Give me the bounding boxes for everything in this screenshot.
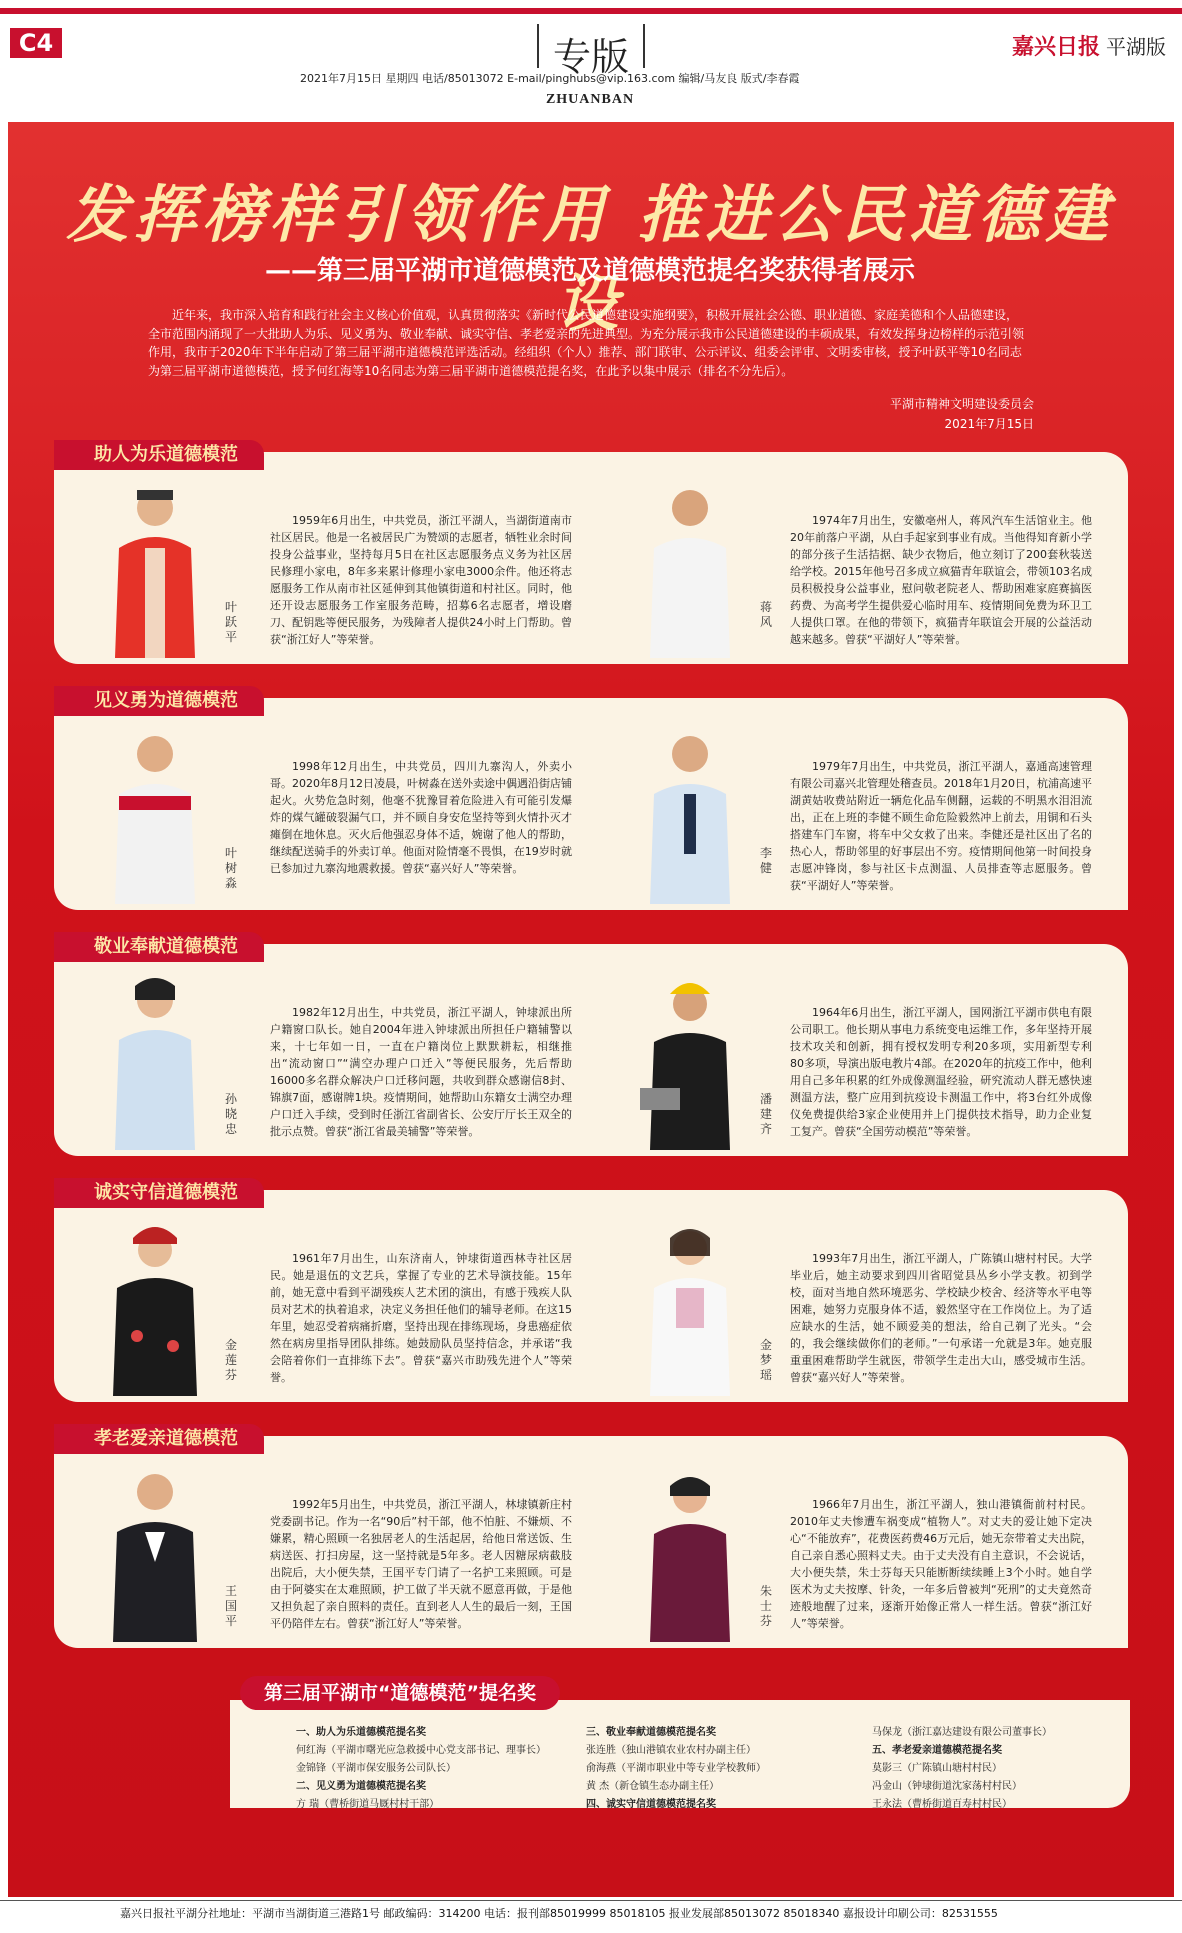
person-bio: 1979年7月出生，中共党员，浙江平湖人，嘉通高速管理有限公司嘉兴北管理处稽查员。2018年1月20日，杭浦高速平湖黄姑收费站附近一辆危化品车侧翻，运载的不明黑水泪泪流出，正在上班的李健不顾生命危险毅然冲上前去，用铜和石头搭建车门车窗，将车中父女救了出来。李健还是社区出了名的热心人，帮助邻里的好事层出不穷。疫情期间他第一时间投身志愿冲锋岗，参与社区卡点测温、人员排查等志愿服务。曾获“平湖好人”等荣誉。	[790, 760, 1092, 892]
section-label: 专版	[552, 35, 629, 79]
portrait-photo	[105, 478, 205, 658]
nominee-column	[872, 1724, 1052, 1814]
nominee-entry: 张连胜（独山港镇农业农村办副主任）	[586, 1745, 756, 1756]
person-name: 金莲芬	[224, 1338, 237, 1382]
subheadline: ——第三届平湖市道德模范及道德模范提名奖获得者展示	[264, 256, 915, 286]
person-bio: 1959年6月出生，中共党员，浙江平湖人，当湖街道南市社区居民。他是一名被居民广为赞颂的志愿者，牺牲业余时间投身公益事业，坚持每月5日在社区志愿服务点义务为社区居民修理小家电，8年多来累计修理小家电3000余件。他还将志愿服务工作从南市社区延伸到其他镇街道和村社区。同时，他还开设志愿服务工作室服务范畴，招募6名志愿者，增设磨刀、配钥匙等便民服务，为残障者人提供24小时上门帮助。曾获“浙江好人”等荣誉。	[270, 514, 572, 646]
portrait-photo	[640, 970, 740, 1150]
portrait-photo	[105, 1462, 205, 1642]
person-bio: 1964年6月出生，浙江平湖人，国网浙江平湖市供电有限公司职工。他长期从事电力系统变电运维工作，多年坚持开展技术攻关和创新，拥有授权发明专利20多项，实用新型专利80多项，导演出版电教片4部。在2020年的抗疫工作中，他利用自己多年积累的红外成像测温经验，研究流动人群无感快速测温方法，整广应用到抗疫设卡测温工作中，将3台红外成像仪免费提供给3家企业使用并上门提供技术指导，助力企业复工复产。曾获“全国劳动模范”等荣誉。	[790, 1006, 1092, 1138]
portrait-photo	[105, 724, 205, 904]
nominee-entry: 冯金山（钟埭街道沈家荡村村民）	[872, 1781, 1022, 1792]
person-bio: 1961年7月出生，山东济南人，钟埭街道西林寺社区居民。她是退伍的文艺兵，掌握了专业的艺术导演技能。15年前，她无意中看到平湖残疾人艺术团的演出，有感于残疾人队员对艺术的执着追求，决定义务担任他们的辅导老师。在这15年里，她忍受着病痛折磨，坚持出现在排练现场，身患癌症依然在病房里指导团队排练。她鼓励队员坚持信念，并承诺“我会陪着你们一直排练下去”。曾获“嘉兴市助残先进个人”等荣誉。	[270, 1252, 572, 1384]
nominee-column	[296, 1724, 546, 1814]
section-label-en: ZHUANBAN	[545, 92, 635, 107]
masthead	[1012, 30, 1166, 61]
category-title: 见义勇为道德模范	[54, 686, 264, 716]
person-name: 叶跃平	[224, 600, 237, 644]
portrait-photo	[105, 1216, 205, 1396]
category-title: 敬业奉献道德模范	[54, 932, 264, 962]
portrait-photo	[640, 724, 740, 904]
signature-org: 平湖市精神文明建设委员会	[889, 397, 1034, 411]
nominee-heading: 四、诚实守信道德模范提名奖	[586, 1799, 716, 1810]
portrait-photo	[640, 1216, 740, 1396]
nominee-heading: 二、见义勇为道德模范提名奖	[296, 1781, 426, 1792]
person-name: 李健	[759, 846, 772, 875]
person-bio: 1993年7月出生，浙江平湖人，广陈镇山塘村村民。大学毕业后，她主动要求到四川省昭觉县丛乡小学支教。初到学校，面对当地自然环境恶劣、学校缺少校舍、经济等水平电等困难，她努力克服身体不适，毅然坚守在工作岗位上。为了适应缺水的生活，她不顾爱美的想法，给自己剃了光头。“会的，我会继续做你们的老师。”一句承诺一允就是3年。她克服重重困难帮助学生就医，带领学生走出大山，感受城市生活。曾获“嘉兴好人”等荣誉。	[790, 1252, 1092, 1384]
nominee-entry: 金锦锋（平湖市保安服务公司队长）	[296, 1763, 456, 1774]
nominee-column	[586, 1724, 766, 1814]
paper-name: 嘉兴日报	[1011, 34, 1100, 60]
nominee-entry: 何红海（平湖市曙光应急救援中心党支部书记、理事长）	[296, 1745, 546, 1756]
person-name: 蒋风	[759, 600, 772, 629]
person-bio: 1966年7月出生，浙江平湖人，独山港镇衙前村村民。2010年丈夫惨遭车祸变成“植物人”。对丈夫的爱让她下定决心“不能放弃”，花费医药费46万元后，她无奈带着丈夫出院，自己亲自悉心照料丈夫。由于丈夫没有自主意识，不会说话，大小便失禁，朱士芬每天只能断断续续睡上3个小时。她自学医术为丈夫按摩、针灸，一年多后曾被判“死刑”的丈夫竟然奇迹般地醒了过来，逐渐开始像正常人一样生活。曾获“浙江好人”等荣誉。	[790, 1498, 1092, 1630]
person-bio: 1982年12月出生，中共党员，浙江平湖人，钟埭派出所户籍窗口队长。她自2004年进入钟埭派出所担任户籍辅警以来，十七年如一日，一直在户籍岗位上默默耕耘，相继推出“流动窗口”“满空办理户口迁入”等便民服务，先后帮助16000多名群众解决户口迁移问题，共收到群众感谢信8封、锦旗7面，感谢牌1块。疫情期间，她帮助山东籍女士满空办理户口迁入手续，受到时任浙江省副省长、公安厅厅长王双全的批示点赞。曾获“浙江省最美辅警”等荣誉。	[270, 1006, 572, 1138]
nominee-heading: 一、助人为乐道德模范提名奖	[296, 1727, 426, 1738]
person-bio: 1992年5月出生，中共党员，浙江平湖人，林埭镇新庄村党委副书记。作为一名“90后”村干部，他不怕脏、不嫌烦、不嫌累，精心照顾一名独居老人的生活起居，给他日常送饭、生病送医、打扫房屋，这一坚持就是5年多。老人因糖尿病截肢出院后，大小便失禁，王国平专门请了一名护工来照顾。可是由于阿婆实在太难照顾，护工做了半天就不愿意再做，于是他又担负起了亲自照料的责任。直到老人人生的最后一刻，王国平仍陪伴左右。曾获“浙江好人”等荣誉。	[270, 1498, 572, 1630]
person-name: 潘建齐	[759, 1092, 772, 1136]
person-bio: 1974年7月出生，安徽亳州人，蒋风汽车生活馆业主。他20年前落户平湖，从白手起家到事业有成。当他得知育新小学的部分孩子生活拮据、缺少衣物后，他立刻订了200套秋装送给学校。2015年他号召多成立疯猫青年联谊会，带领103名成员积极投身公益事业，慰问敬老院老人、帮助困难家庭赛搞医药费、为高考学生提供爱心临时用车、疫情期间免费为环卫工人提供口罩。在他的带领下，疯猫青年联谊会开展的公益活动越来越多。曾获“平湖好人”等荣誉。	[790, 514, 1092, 646]
page-number: C4	[10, 28, 62, 58]
portrait-photo	[640, 1462, 740, 1642]
signature-date: 2021年7月15日	[944, 417, 1034, 431]
person-name: 孙晓忠	[224, 1092, 237, 1136]
person-name: 金梦瑶	[759, 1338, 772, 1382]
headline: 发挥榜样引领作用 推进公民道德建设	[66, 178, 1114, 340]
nominee-entry: 王永法（曹桥街道百寿村村民）	[872, 1799, 1012, 1810]
footer-rule	[0, 1900, 1182, 1901]
nominee-entry: 黄 杰（新仓镇生态办副主任）	[586, 1781, 720, 1792]
person-bio: 1998年12月出生，中共党员，四川九寨沟人，外卖小哥。2020年8月12日凌晨，叶树淼在送外卖途中偶遇沿街店铺起火。火势危急时刻，他毫不犹豫冒着危险进入有可能引发爆炸的煤气罐破裂漏气口，并不顾自身安危坚持等到火情扑灭才瘫倒在地休息。灭火后他强忍身体不适，婉谢了他人的帮助，继续配送骑手的外卖订单。他面对险情毫不畏惧，在19岁时就已参加过九寨沟地震救援。曾获“嘉兴好人”等荣誉。	[270, 760, 572, 875]
person-name: 王国平	[224, 1584, 237, 1628]
category-title: 助人为乐道德模范	[54, 440, 264, 470]
footer: 嘉兴日报社平湖分社地址：平湖市当湖街道三港路1号 邮政编码：314200 电话：报刊部85019999 85018105 报业发展部85013072 85018340 嘉报设计印刷公司：82531555	[120, 1907, 998, 1920]
person-name: 叶树淼	[224, 846, 237, 890]
portrait-photo	[640, 478, 740, 658]
category-title: 孝老爱亲道德模范	[54, 1424, 264, 1454]
header-rule	[0, 8, 1182, 14]
section-label-box	[537, 24, 645, 79]
person-name: 朱士芬	[759, 1584, 772, 1628]
signature	[890, 394, 1034, 434]
intro-paragraph: 近年来，我市深入培育和践行社会主义核心价值观，认真贯彻落实《新时代公民道德建设实施纲要》，积极开展社会公德、职业道德、家庭美德和个人品德建设，全市范围内涌现了一大批助人为乐、见义勇为、敬业奉献、诚实守信、孝老爱亲的先进典型。为充分展示我市公民道德建设的丰硕成果，有效发挥身边榜样的示范引领作用，我市于2020年下半年启动了第三届平湖市道德模范评选活动。经组织（个人）推荐、部门联审、公示评议、组委会评审、文明委审核，授予叶跃平等10名同志为第三届平湖市道德模范，授予何红海等10名同志为第三届平湖市道德模范提名奖，在此予以集中展示（排名不分先后）。	[148, 308, 1025, 378]
portrait-photo	[105, 970, 205, 1150]
nominee-entry: 莫影三（广陈镇山塘村村民）	[872, 1763, 1002, 1774]
category-title: 诚实守信道德模范	[54, 1178, 264, 1208]
dateline: 2021年7月15日 星期四 电话/85013072 E-mail/pinghubs@vip.163.com 编辑/马友良 版式/李春霞	[300, 72, 800, 85]
nominee-heading: 五、孝老爱亲道德模范提名奖	[872, 1745, 1002, 1756]
nominee-entry: 马保龙（浙江嘉达建设有限公司董事长）	[872, 1727, 1052, 1738]
nominee-title: 第三届平湖市“道德模范”提名奖	[240, 1676, 560, 1710]
nominee-entry: 俞海燕（平湖市职业中等专业学校教师）	[586, 1763, 766, 1774]
nominee-heading: 三、敬业奉献道德模范提名奖	[586, 1727, 716, 1738]
nominee-entry: 方 瑞（曹桥街道马厩村村干部）	[296, 1799, 440, 1810]
paper-edition: 平湖版	[1106, 35, 1166, 59]
